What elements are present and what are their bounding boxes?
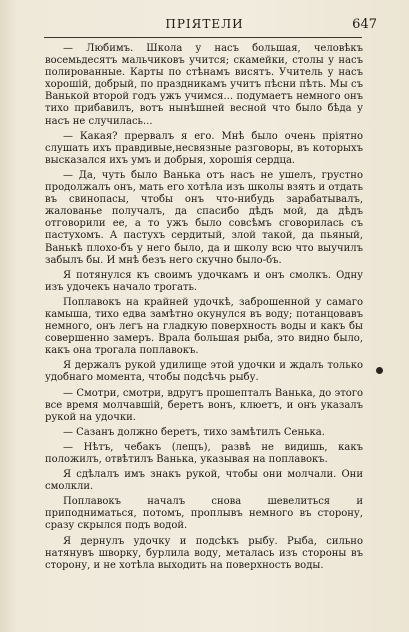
paragraph: — Смотри, смотри, вдругъ прошепталъ Ванька, до этого все время молчавшій, беретъ вонъ, клюетъ, и онъ указалъ рукой на удочки.: [45, 387, 363, 423]
ink-spot: [376, 367, 383, 374]
running-head-title: ПРІЯТЕЛИ: [165, 17, 244, 31]
paragraph: — Сазанъ должно беретъ, тихо замѣтилъ Сенька.: [63, 426, 325, 438]
paragraph: Я потянулся къ своимъ удочкамъ и онъ смолкъ. Одну изъ удочекъ начало трогать.: [45, 269, 363, 293]
paragraph: Поплавокъ началъ снова шевелиться и приподниматься, потомъ, проплывъ немного въ сторону, сразу скрылся подъ водой.: [45, 496, 363, 532]
page-number: 647: [352, 17, 377, 32]
paragraph: Я сдѣлалъ имъ знакъ рукой, чтобы они молчали. Они смолкли.: [45, 469, 363, 493]
body-text: [45, 43, 363, 575]
paragraph: — Да, чуть было Ванька отъ насъ не ушелъ, грустно продолжалъ онъ, мать его хотѣла изъ школы взять и отдать въ свинопасы, чтобы онъ что-нибудь зарабатывалъ, жалованье получалъ, да спасибо дѣдъ мой, да дѣдъ отговорили ее, а то ужъ было совсѣмъ сговорилась съ пастухомъ. А пастухъ сердитый, злой такой, да пьяный, Ванькѣ плохо-бъ у него было, да и школу всю что выучилъ забылъ бы. И мнѣ безъ него скучно было-бъ.: [45, 169, 363, 266]
paragraph: — Какая? прервалъ я его. Мнѣ было очень пріятно слушать ихъ правдивые,несвязные разговоры, въ которыхъ высказался ихъ умъ и добрыя, хорошія сердца.: [45, 130, 363, 166]
paragraph: Я держалъ рукой удилище этой удочки и ждалъ только удобнаго момента, чтобы подсѣчь рыбу.: [45, 360, 363, 384]
paragraph: Поплавокъ на крайней удочкѣ, заброшенной у самаго камыша, тихо едва замѣтно окунулся въ воду; потанцовавъ немного, онъ легъ на гладкую поверхность воды и какъ бы совершенно замеръ. Врала большая рыба, это видно было, какъ она трогала поплавокъ.: [45, 296, 363, 357]
paragraph: Я дернулъ удочку и подсѣкъ рыбу. Рыба, сильно натянувъ шворку, бурлила воду, металась изъ стороны въ сторону, и не хотѣла выходить на поверхность воды.: [45, 535, 363, 571]
header-rule: [44, 37, 362, 38]
paragraph: — Любимъ. Школа у насъ большая, человѣкъ восемьдесятъ мальчиковъ учится; скамейки, столы у насъ полированные. Карты по стѣнамъ висятъ. Учитель у насъ хорошій, добрый, по праздникамъ учитъ пѣсни пѣть. Мы съ Ванькой второй годъ ужъ учимся... подумаетъ немного онъ тихо прибавилъ, вотъ нынѣшней весной что было бѣда у насъ не случилась...: [45, 43, 363, 127]
paragraph: — Нѣтъ, чебакъ (лещъ), развѣ не видишь, какъ положилъ, отвѣтилъ Ванька, указывая на поплавокъ.: [45, 441, 363, 465]
